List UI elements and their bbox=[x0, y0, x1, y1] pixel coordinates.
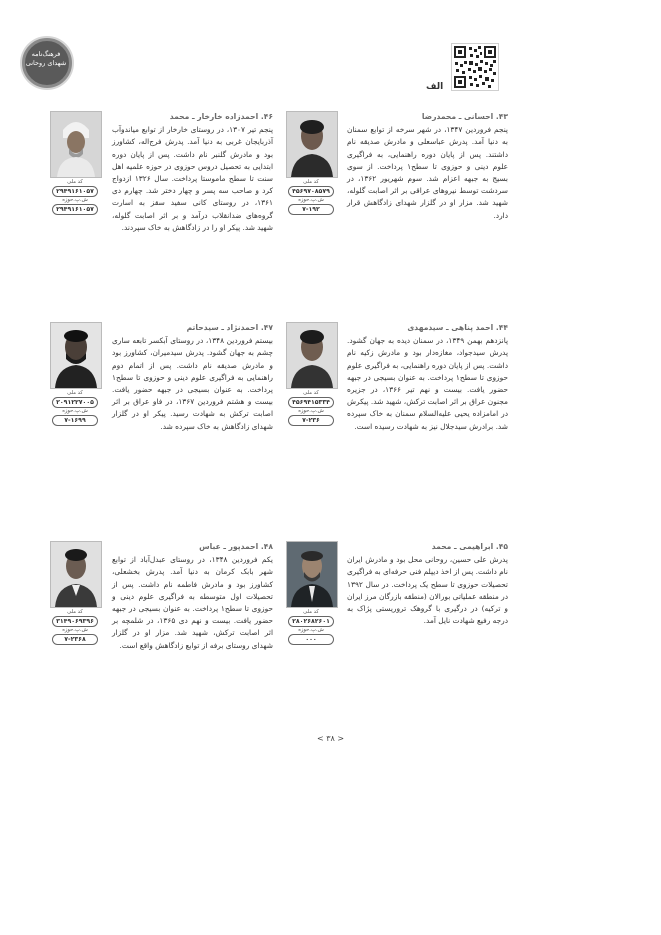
publisher-logo-text: فرهنگ‌نامه شهدای روحانی bbox=[25, 50, 67, 67]
bio-title: ۴۴. احمد پناهی ـ سیدمهدی bbox=[407, 323, 508, 332]
seminary-code: ۰۰۰ bbox=[288, 634, 334, 645]
national-code: ۴۵۶۹۷۰۸۵۷۹ bbox=[288, 186, 334, 197]
seminary-code: ۲۹۴۹۱۶۱۰۵۷ bbox=[52, 204, 98, 215]
portrait-photo bbox=[50, 111, 102, 178]
bio-text: پدرش علی حسین، روحانی محل بود و مادرش ایران نام داشت. پس از اخذ دیپلم فنی حرفه‌ای به فراگیری تحصیلات حوزوی تا سطح یک پرداخت. در سال ۱۳۹۲ در منطقه عملیاتی بورالان (منطقه بازرگان مرز ایران و ترکیه) در درگیری با گروهک تروریستی پژاک به درجه رفیع شهادت نایل آمد. bbox=[347, 555, 508, 626]
id-box: کد ملی ۴۵۶۹۴۱۵۳۳۴ ش.پ.حوزه ۷-۲۳۶ bbox=[288, 390, 334, 426]
id-box: کد ملی ۲۰۹۱۲۲۷۰۰۵ ش.پ.حوزه ۷-۱۶۹۹ bbox=[52, 390, 98, 426]
bio-title: ۴۶. احمدزاده خارخار ـ محمد bbox=[169, 112, 273, 121]
bio-text: بیستم فروردین ۱۳۴۸، در روستای آبکسر تابعه ساری چشم به جهان گشود. پدرش سیدمیران، کشاورز بود و مادرش صدیقه نام داشت. پس از اتمام دوم راهنمایی به فراگیری علوم دینی و حوزوی تا سطح۱ پرداخت. به عنوان بسیجی در جبهه حضور یافت. بیست و هشتم فروردین ۱۳۶۷، در فاو عراق بر اثر اصابت ترکش به شهادت رسید. پیکر او در گلزار شهدای زادگاهش به خاک سپرده شد. bbox=[112, 336, 273, 431]
portrait-photo bbox=[286, 541, 338, 608]
portrait-photo bbox=[286, 322, 338, 389]
bio-entry-43 bbox=[347, 111, 508, 222]
page-number: < ۳۸ > bbox=[316, 734, 345, 743]
portrait-photo bbox=[50, 322, 102, 389]
bio-title: ۴۳. احسانی ـ محمدرضا bbox=[421, 112, 508, 121]
seminary-code: ۷-۱۶۹۹ bbox=[52, 415, 98, 426]
bio-text: پنجم فروردین ۱۳۴۷، در شهر سرخه از توابع سمنان به دنیا آمد. پدرش عباسعلی و مادرش صدیقه نام داشتند. پس از پایان دوره راهنمایی، به فراگیری علوم دینی و حوزوی تا سطح۱ پرداخت. از سوی بسیج به جبهه اعزام شد. سوم شهریور ۱۳۶۲، در سردشت توسط نیروهای عراقی بر اثر اصابت گلوله، شهید شد. مزار او در گلزار شهدای زادگاهش قرار دارد. bbox=[347, 125, 509, 220]
bio-entry-47 bbox=[112, 322, 273, 433]
bio-entry-45 bbox=[347, 541, 508, 627]
bio-title: ۴۸. احمدپور ـ عباس bbox=[199, 542, 273, 551]
bio-text: پنجم تیر ۱۳۰۷، در روستای خارخار از توابع میاندوآب آذربایجان غربی به دنیا آمد. پدرش فرج‌اله، کشاورز بود و مادرش گلنبر نام داشت. پس از پایان دوره ابتدایی به تحصیل دروس حوزوی در حوزه علمیه اهل سنت تا سطح ماموستا پرداخت. سال ۱۳۲۶ ازدواج کرد و صاحب سه پسر و چهار دختر شد. چهارم دی ۱۳۶۱، در روستای کانی سفید سقز به اسارت گروه‌های ضدانقلاب درآمد و بر اثر اصابت گلوله، شهید شد. پیکر او را در زادگاهش به خاک سپردند. bbox=[112, 125, 274, 232]
portrait-photo bbox=[50, 541, 102, 608]
seminary-code: ۷-۲۳۶ bbox=[288, 415, 334, 426]
seminary-code: ۷-۲۳۶۸ bbox=[52, 634, 98, 645]
national-code: ۳۱۴۹۰۶۹۳۹۶ bbox=[52, 616, 98, 627]
bio-entry-46 bbox=[112, 111, 273, 234]
seminary-code: ۷-۱۹۲ bbox=[288, 204, 334, 215]
bio-text: یکم فروردین ۱۳۴۸، در روستای عبدل‌آباد از توابع شهر بابک کرمان به دنیا آمد. پدرش بخشعلی، کشاورز بود و مادرش فاطمه نام داشت. پس از تحصیلات اول متوسطه به فراگیری علوم دینی و حوزوی تا سطح۱ پرداخت. به عنوان بسیجی در جبهه حضور یافت. بیست و نهم دی ۱۳۶۵، در شلمچه بر اثر اصابت ترکش، شهید شد. مزار او در گلزار شهدای روستای برفه از توابع زادگاهش واقع است. bbox=[112, 555, 274, 650]
portrait-photo bbox=[286, 111, 338, 178]
qr-code-icon bbox=[452, 44, 498, 90]
bio-title: ۴۵. ابراهیمی ـ محمد bbox=[431, 542, 508, 551]
id-box: کد ملی ۳۱۴۹۰۶۹۳۹۶ ش.پ.حوزه ۷-۲۳۶۸ bbox=[52, 609, 98, 645]
bio-entry-44 bbox=[347, 322, 508, 433]
id-box: کد ملی ۲۸۰۲۶۸۲۶۰۱ ش.پ.حوزه ۰۰۰ bbox=[288, 609, 334, 645]
bio-title: ۴۷. احمدنژاد ـ سیدحاتم bbox=[186, 323, 273, 332]
national-code: ۲۸۰۲۶۸۲۶۰۱ bbox=[288, 616, 334, 627]
bio-text: پانزدهم بهمن ۱۳۴۹، در سمنان دیده به جهان گشود. پدرش سیدجواد، مغازه‌دار بود و مادرش زکیه نام داشت. پس از پایان دوره راهنمایی، به فراگیری علوم حوزوی تا سطح۱ پرداخت. به عنوان بسیجی در جبهه حضور یافت. بیست و نهم تیر ۱۳۶۶، در جزیره مجنون عراق بر اثر اصابت ترکش، شهید شد. پیکرش در امامزاده یحیی علیه‌السلام سمنان به خاک سپرده شد. برادرش سیدجلال نیز به شهادت رسیده است. bbox=[347, 336, 508, 431]
id-box: کد ملی ۲۹۴۹۱۶۱۰۵۷ ش.پ.حوزه ۲۹۴۹۱۶۱۰۵۷ bbox=[52, 179, 98, 215]
section-letter: الف bbox=[426, 82, 444, 92]
qr-code bbox=[451, 43, 499, 91]
id-box: کد ملی ۴۵۶۹۷۰۸۵۷۹ ش.پ.حوزه ۷-۱۹۲ bbox=[288, 179, 334, 215]
national-code: ۲۹۴۹۱۶۱۰۵۷ bbox=[52, 186, 98, 197]
bio-entry-48 bbox=[112, 541, 273, 652]
national-code: ۲۰۹۱۲۲۷۰۰۵ bbox=[52, 397, 98, 408]
national-code: ۴۵۶۹۴۱۵۳۳۴ bbox=[288, 397, 334, 408]
